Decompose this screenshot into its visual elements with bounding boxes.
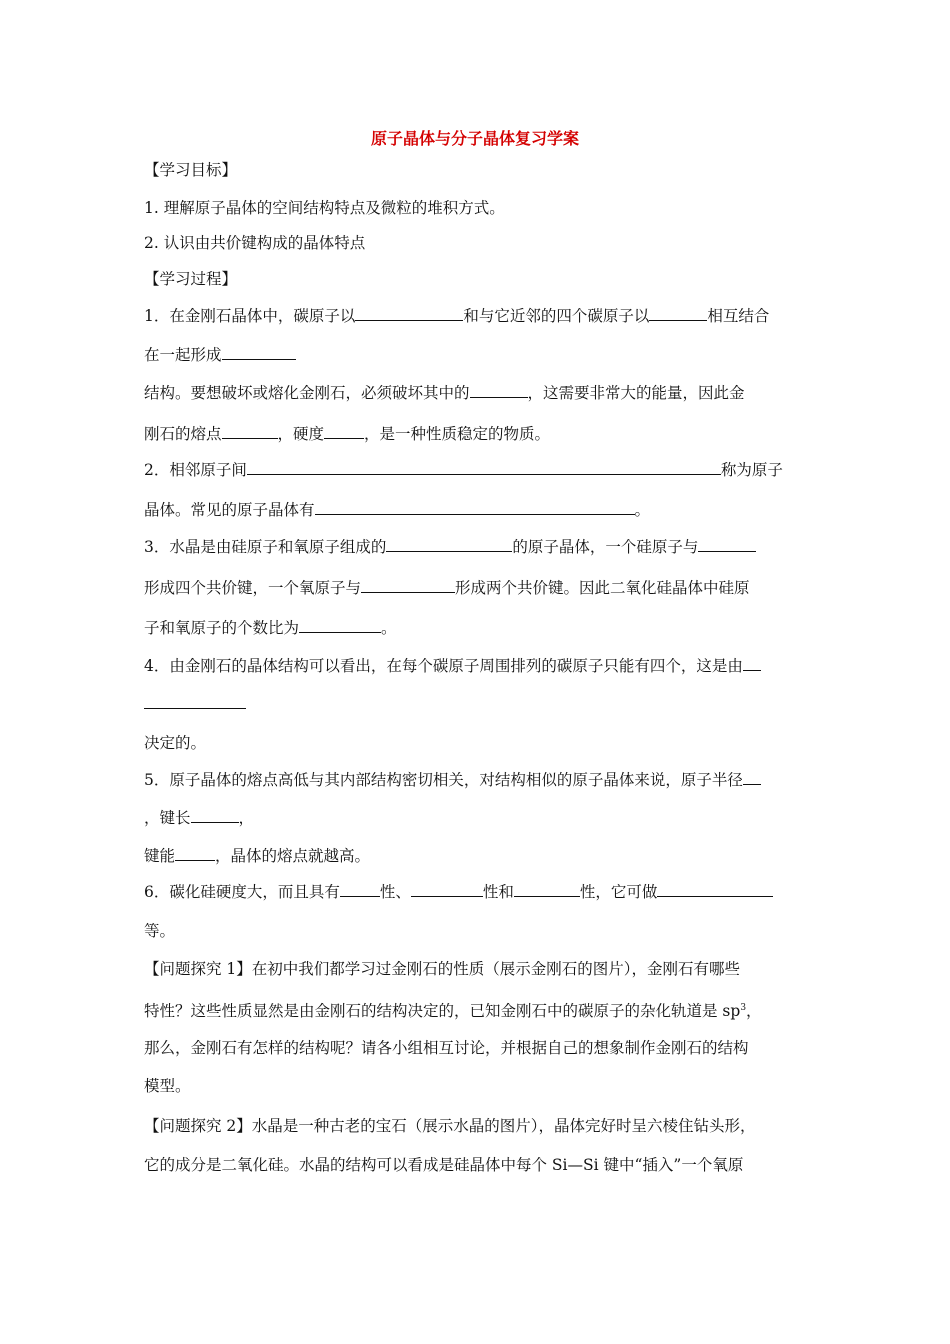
inquiry-1-line-4: 模型。 <box>144 1077 191 1095</box>
objective-2: 2. 认识由共价键构成的晶体特点 <box>144 234 366 252</box>
item-5-line-2: ，键长 ， <box>144 809 255 827</box>
item-1-line-4: 刚石的熔点 ，硬度 ，是一种性质稳定的物质。 <box>144 425 551 443</box>
fill-blank[interactable] <box>299 618 381 633</box>
item-5-line-3: 键能 ，晶体的熔点就越高。 <box>144 847 371 865</box>
fill-blank[interactable] <box>355 306 463 321</box>
item-3-line-1: 3．水晶是由硅原子和氧原子组成的 的原子晶体，一个硅原子与 <box>144 537 756 557</box>
fill-blank[interactable] <box>743 770 761 785</box>
item-4-line-1: 4．由金刚石的晶体结构可以看出，在每个碳原子周围排列的碳原子只能有四个，这是由 <box>144 656 761 676</box>
page-title: 原子晶体与分子晶体复习学案 <box>370 129 579 148</box>
fill-blank[interactable] <box>657 882 773 897</box>
fill-blank[interactable] <box>361 578 455 593</box>
fill-blank[interactable] <box>222 345 296 360</box>
fill-blank[interactable] <box>411 882 483 897</box>
objective-1: 1. 理解原子晶体的空间结构特点及微粒的堆积方式。 <box>144 199 505 217</box>
item-2-line-2: 晶体。常见的原子晶体有 。 <box>144 501 651 519</box>
inquiry-1-line-3: 那么，金刚石有怎样的结构呢？请各小组相互讨论，并根据自己的想象制作金刚石的结构 <box>144 1039 749 1057</box>
fill-blank[interactable] <box>743 656 761 671</box>
fill-blank[interactable] <box>386 537 512 552</box>
fill-blank[interactable] <box>315 500 635 515</box>
item-5-line-1: 5．原子晶体的熔点高低与其内部结构密切相关，对结构相似的原子晶体来说，原子半径 <box>144 770 761 790</box>
inquiry-2-line-2: 它的成分是二氧化硅。水晶的结构可以看成是硅晶体中每个 Si—Si 键中“插入”一个氧原 <box>144 1156 744 1174</box>
item-2-line-1: 2．相邻原子间 称为原子 <box>144 461 783 479</box>
item-1-line-1: 1．在金刚石晶体中，碳原子以 和与它近邻的四个碳原子以 相互结合 <box>144 307 770 325</box>
fill-blank[interactable] <box>340 882 380 897</box>
fill-blank[interactable] <box>649 306 707 321</box>
item-6-line-1: 6．碳化硅硬度大，而且具有 性、 性和 性，它可做 <box>144 882 773 902</box>
item-4-line-3: 决定的。 <box>144 734 207 752</box>
fill-blank[interactable] <box>144 694 246 709</box>
inquiry-1-line-2: 特性？这些性质显然是由金刚石的结构决定的，已知金刚石中的碳原子的杂化轨道是 $sp^3$， <box>144 1002 762 1021</box>
fill-blank[interactable] <box>698 537 756 552</box>
fill-blank[interactable] <box>175 846 215 861</box>
heading-objectives: 【学习目标】 <box>144 161 238 179</box>
inquiry-1-line-1: 【问题探究 1】在初中我们都学习过金刚石的性质（展示金刚石的图片），金刚石有哪些 <box>144 960 741 978</box>
fill-blank[interactable] <box>247 460 721 475</box>
fill-blank[interactable] <box>324 424 364 439</box>
fill-blank[interactable] <box>470 383 528 398</box>
item-1-line-2: 在一起形成 <box>144 345 296 365</box>
item-3-line-2: 形成四个共价键，一个氧原子与 形成两个共价键。因此二氧化硅晶体中硅原 <box>144 579 750 597</box>
inquiry-2-line-1: 【问题探究 2】水晶是一种古老的宝石（展示水晶的图片），晶体完好时呈六棱住钻头形， <box>144 1117 756 1135</box>
heading-process: 【学习过程】 <box>144 270 238 288</box>
item-4-line-2 <box>144 694 246 714</box>
item-3-line-3: 子和氧原子的个数比为 。 <box>144 619 397 637</box>
item-1-line-3: 结构。要想破坏或熔化金刚石，必须破坏其中的 ，这需要非常大的能量，因此金 <box>144 384 745 402</box>
item-6-line-2: 等。 <box>144 922 176 940</box>
fill-blank[interactable] <box>514 882 580 897</box>
fill-blank[interactable] <box>222 424 278 439</box>
fill-blank[interactable] <box>191 808 239 823</box>
